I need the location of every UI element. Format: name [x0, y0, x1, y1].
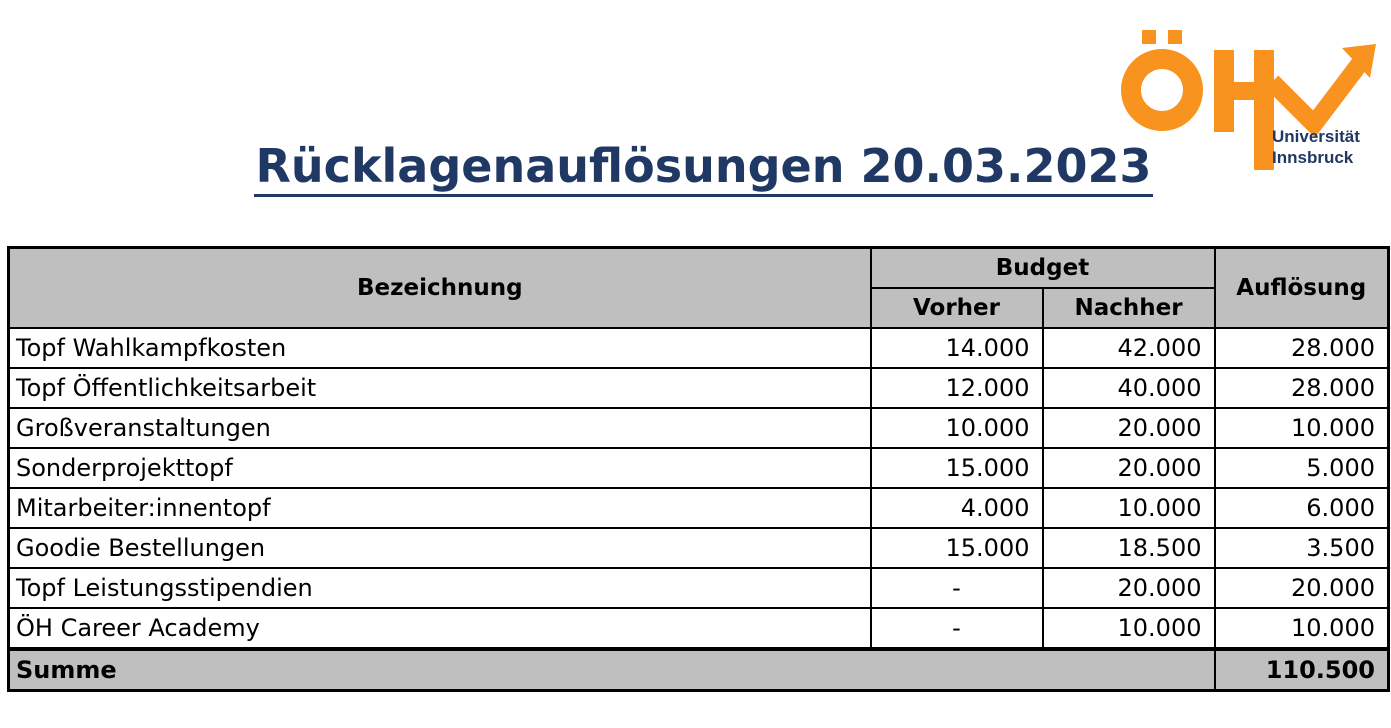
row-aufloesung: 28.000 — [1215, 368, 1389, 408]
row-nachher: 18.500 — [1043, 528, 1215, 568]
summe-label: Summe — [9, 649, 1215, 691]
row-vorher: 15.000 — [871, 528, 1043, 568]
table-row — [9, 528, 1389, 568]
row-vorher: 10.000 — [871, 408, 1043, 448]
page-title-wrap — [0, 138, 1391, 197]
logo-line-2: Innsbruck — [1272, 148, 1354, 167]
row-aufloesung: 20.000 — [1215, 568, 1389, 608]
row-vorher: 15.000 — [871, 448, 1043, 488]
row-aufloesung: 5.000 — [1215, 448, 1389, 488]
row-name: Mitarbeiter:innentopf — [9, 488, 871, 528]
table-row — [9, 608, 1389, 649]
table-row — [9, 408, 1389, 448]
row-name: Topf Öffentlichkeitsarbeit — [9, 368, 871, 408]
summe-row — [9, 649, 1389, 691]
row-vorher: - — [871, 568, 1043, 608]
table-row — [9, 488, 1389, 528]
header-budget: Budget — [871, 248, 1215, 289]
row-vorher: 12.000 — [871, 368, 1043, 408]
header-aufloesung: Auflösung — [1215, 248, 1389, 329]
row-nachher: 20.000 — [1043, 448, 1215, 488]
row-name: Topf Leistungsstipendien — [9, 568, 871, 608]
row-name: ÖH Career Academy — [9, 608, 871, 649]
row-nachher: 40.000 — [1043, 368, 1215, 408]
budget-table — [7, 246, 1390, 692]
table-row — [9, 328, 1389, 368]
page-title: Rücklagenauflösungen 20.03.2023 — [254, 138, 1154, 197]
row-nachher: 10.000 — [1043, 608, 1215, 649]
logo-line-1: Universität — [1272, 127, 1360, 146]
row-aufloesung: 6.000 — [1215, 488, 1389, 528]
row-aufloesung: 10.000 — [1215, 408, 1389, 448]
row-aufloesung: 3.500 — [1215, 528, 1389, 568]
row-aufloesung: 28.000 — [1215, 328, 1389, 368]
row-vorher: - — [871, 608, 1043, 649]
header-bezeichnung: Bezeichnung — [9, 248, 871, 329]
header-vorher: Vorher — [871, 288, 1043, 328]
row-name: Goodie Bestellungen — [9, 528, 871, 568]
row-nachher: 20.000 — [1043, 408, 1215, 448]
row-name: Topf Wahlkampfkosten — [9, 328, 871, 368]
summe-value: 110.500 — [1215, 649, 1389, 691]
row-vorher: 4.000 — [871, 488, 1043, 528]
row-nachher: 20.000 — [1043, 568, 1215, 608]
header-nachher: Nachher — [1043, 288, 1215, 328]
row-aufloesung: 10.000 — [1215, 608, 1389, 649]
table-row — [9, 568, 1389, 608]
row-nachher: 42.000 — [1043, 328, 1215, 368]
row-name: Großveranstaltungen — [9, 408, 871, 448]
row-vorher: 14.000 — [871, 328, 1043, 368]
row-nachher: 10.000 — [1043, 488, 1215, 528]
table-row — [9, 448, 1389, 488]
row-name: Sonderprojekttopf — [9, 448, 871, 488]
table-row — [9, 368, 1389, 408]
